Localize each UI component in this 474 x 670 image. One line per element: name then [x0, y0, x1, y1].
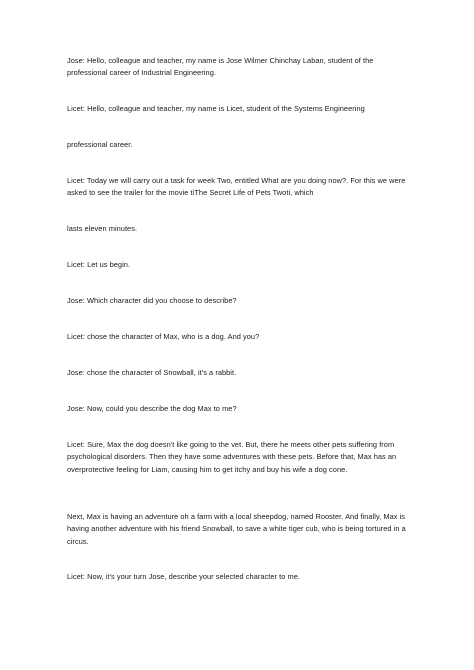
paragraph-jose-turn: Licet: Now, it's your turn Jose, describe your selected character to me.	[67, 572, 300, 581]
paragraph-chose-snowball: Jose: chose the character of Snowball, it's a rabbit.	[67, 368, 237, 377]
paragraph-which-character: Jose: Which character did you choose to describe?	[67, 296, 237, 305]
paragraph-task-description: Licet: Today we will carry out a task for week Two, entitled What are you doing now?. For this we were asked to see the trailer for the movie tiThe Secret Life of Pets Twoti, which	[67, 176, 406, 198]
paragraph-task-continued: lasts eleven minutes.	[67, 224, 138, 233]
paragraph-licet-intro-continued: professional career.	[67, 140, 133, 149]
paragraph-max-description: Licet: Sure, Max the dog doesn't like going to the vet. But, there he meets other pets suffering from psychological disorders. Then they have some adventures with these pets. Before that, Max has an overprotective feeling for Liam, causing him to get itchy and buy his wife a dog cone.	[67, 440, 397, 474]
paragraph-describe-max-request: Jose: Now, could you describe the dog Max to me?	[67, 404, 237, 413]
paragraph-licet-intro: Licet: Hello, colleague and teacher, my name is Licet, student of the Systems Engineering	[67, 104, 365, 113]
paragraph-chose-max: Licet: chose the character of Max, who is a dog. And you?	[67, 332, 260, 341]
paragraph-max-adventures: Next, Max is having an adventure oh a farm with a local sheepdog, named Rooster. And finally, Max is having another adventure with his friend Snowball, to save a white tiger cub, who is being tortured in a circus.	[67, 512, 406, 546]
paragraph-let-us-begin: Licet: Let us begin.	[67, 260, 131, 269]
paragraph-jose-intro: Jose: Hello, colleague and teacher, my name is Jose Wilmer Chinchay Laban, student of the professional career of Industrial Engineering.	[67, 56, 374, 78]
